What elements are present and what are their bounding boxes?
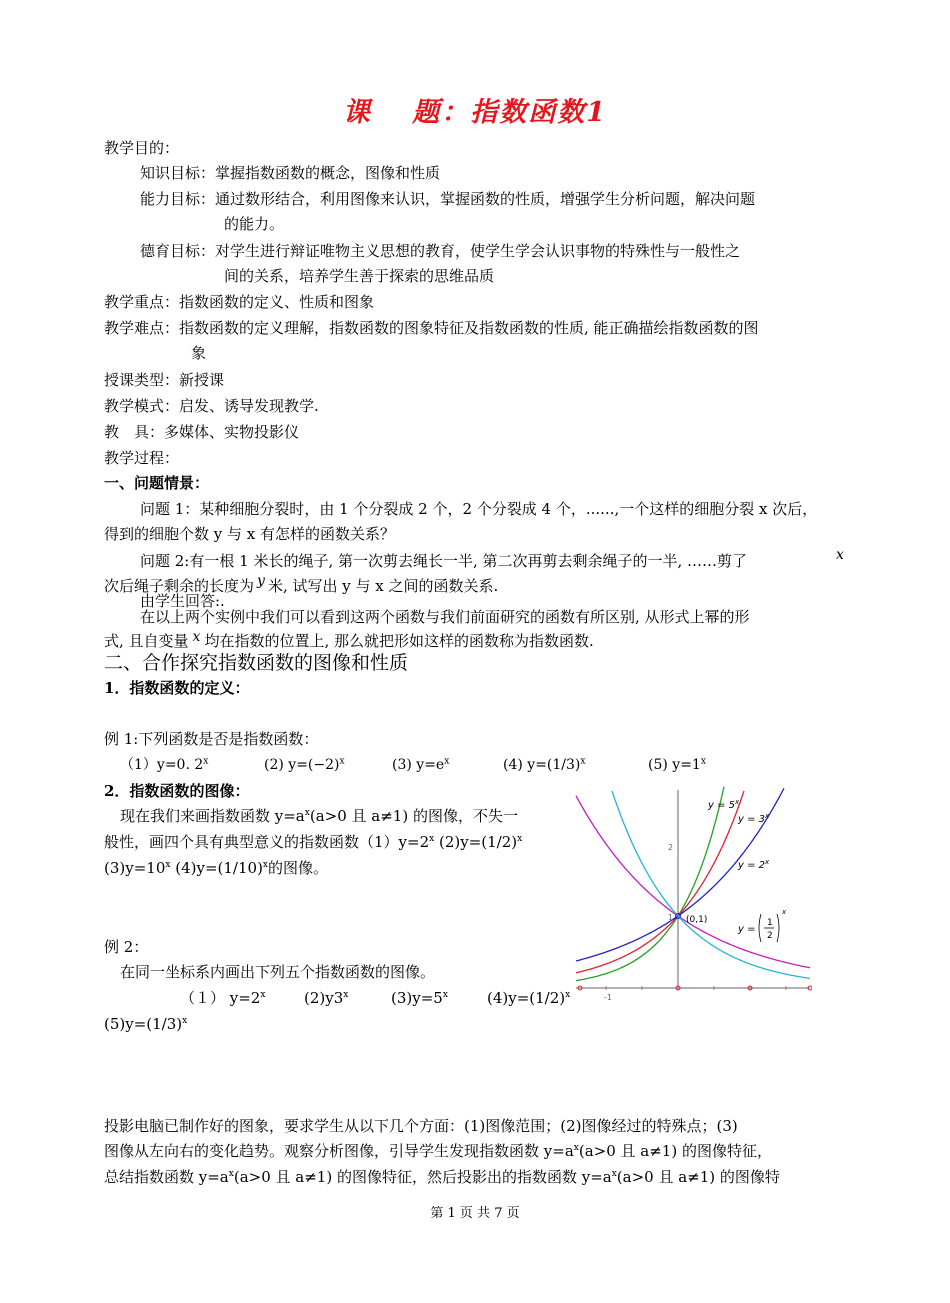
graph-paragraph-2: 般性，画四个具有典型意义的指数函数$(1)y=2^x$ $(2)y=(1/2)^x$	[104, 833, 523, 851]
p-text-b: 均在指数的位置上, 那么就把形如这样的函数称为指数函数.	[204, 632, 594, 650]
key-points: 教学重点：指数函数的定义、性质和图象	[104, 293, 375, 311]
paren-right	[777, 914, 779, 942]
label-half-sup: x	[782, 908, 787, 916]
var-y: y	[257, 573, 265, 589]
teaching-mode: 教学模式：启发、诱导发现教学.	[104, 397, 319, 415]
section-1-heading: 一、问题情景：	[104, 474, 210, 492]
question-1: 问题 1：某种细胞分裂时，由 1 个分裂成 2 个，2 个分裂成 4 个，......,一个这样的细胞分裂 x 次后，	[140, 500, 818, 518]
example-2: 例 2：	[104, 938, 149, 956]
graph-paragraph-1: 现在我们来画指数函数 $y=a^x(a>0$ 且 a≠1) 的图像，不失一	[120, 807, 518, 825]
label-half-den: 2	[767, 931, 773, 941]
ex2-item-4: $(4)y=(1/2)^x$	[487, 989, 571, 1007]
label-5x: $y = 5^x$	[708, 798, 740, 811]
difficulty-cont: 象	[191, 344, 207, 362]
closing-line-3: 总结指数函数 $y=a^x(a>0$ 且 a≠1) 的图像特征，然后投影出的指数函数 $y=a^x(a>0$ 且 a≠1) 的图像特	[104, 1168, 780, 1186]
exponential-graph	[574, 786, 812, 1004]
var-x-2: x	[192, 629, 201, 645]
page-footer: 第 1 页 共 7 页	[430, 1206, 520, 1221]
ex2-item-2: (2)y3$^x$	[304, 989, 349, 1007]
objectives-heading: 教学目的：	[104, 139, 180, 157]
tools: 教 具：多媒体、实物投影仪	[104, 423, 300, 441]
student-answer: 由学生回答:.	[140, 592, 225, 610]
difficulty: 教学难点：指数函数的定义理解，指数函数的图象特征及指数函数的性质, 能正确描绘指数函数的图	[104, 319, 759, 337]
graph-heading: 2．指数函数的图像：	[104, 782, 250, 800]
question-2: 问题 2:有一根 1 米长的绳子, 第一次剪去绳长一半, 第二次再剪去剩余绳子的一半, ……剪了	[140, 552, 748, 570]
paragraph-line1: 在以上两个实例中我们可以看到这两个函数与我们前面研究的函数有所区别, 从形式上幂的形	[140, 608, 750, 626]
closing-line-2: 图像从左向右的变化趋势。观察分析图像，引导学生发现指数函数 $y=a^x(a>0$ 且 a≠1) 的图像特征，	[104, 1142, 772, 1160]
label-half-y: y =	[738, 924, 756, 935]
ex1-item-5: (5) $y=1^x$	[648, 756, 706, 773]
label-3x: $y = 3^x$	[738, 812, 770, 825]
moral-goal-cont: 间的关系，培养学生善于探索的思维品质	[224, 267, 495, 285]
curve-third-x	[612, 791, 810, 979]
section-2-heading: 二、合作探究指数函数的图像和性质	[104, 652, 409, 674]
example-1-items	[120, 755, 208, 775]
moral-goal: 德育目标：对学生进行辩证唯物主义思想的教育，使学生学会认识事物的特殊性与一般性之	[140, 242, 741, 260]
definition-heading: 1．指数函数的定义：	[104, 679, 250, 697]
tick-xm1: -1	[604, 993, 612, 1002]
p-text-a: 式, 且自变量	[104, 632, 189, 650]
ability-goal: 能力目标：通过数形结合，利用图像来认识，掌握函数的性质，增强学生分析问题，解决问题	[140, 190, 756, 208]
lesson-type: 授课类型：新授课	[104, 371, 225, 389]
curve-half-x	[576, 796, 810, 968]
point-label: (0,1)	[686, 915, 708, 925]
process-heading: 教学过程：	[104, 449, 180, 467]
q2-text-b: 米, 试写出 y 与 x 之间的函数关系.	[267, 577, 499, 595]
ex1-item-2: (2) $y=(-2)^x$	[264, 756, 345, 773]
graph-paragraph-3: $(3)y=10^x$ $(4)y=(1/10)^x$的图像。	[104, 859, 329, 877]
ability-goal-cont: 的能力。	[224, 215, 285, 233]
ex2-item-1: （１） $y=2^x$	[180, 989, 266, 1007]
closing-line-1: 投影电脑已制作好的图象，要求学生从以下几个方面：(1)图像范围；(2)图像经过的特殊点；(3)	[104, 1117, 738, 1135]
label-2x: $y = 2^x$	[738, 858, 770, 871]
tick-y1: 1	[668, 913, 674, 922]
label-half-num: 1	[767, 918, 773, 928]
ex1-item-3: (3) $y=e^x$	[392, 756, 450, 773]
question-1-cont: 得到的细胞个数 y 与 x 有怎样的函数关系？	[104, 525, 396, 543]
var-x: x	[836, 547, 844, 563]
paragraph-line2	[104, 631, 594, 652]
q2-text-a: 次后绳子剩余的长度为	[104, 577, 255, 595]
example-1: 例 1:下列函数是否是指数函数：	[104, 730, 319, 748]
knowledge-goal: 知识目标：掌握指数函数的概念，图像和性质	[140, 164, 441, 182]
ex2-item-3: $(3)y=5^x$	[391, 989, 448, 1007]
example-2-desc: 在同一坐标系内画出下列五个指数函数的图像。	[120, 963, 436, 981]
ex1-item-1: （1）y=0. 2$^x$	[120, 756, 209, 773]
paren-left	[759, 914, 761, 942]
ex1-item-4: (4) $y=(1/3)^x$	[503, 756, 586, 773]
ex2-item-5: $(5)y=(1/3)^x$	[104, 1015, 188, 1033]
page-title: 课 题：指数函数1	[342, 97, 608, 128]
tick-y2: 2	[668, 843, 674, 852]
